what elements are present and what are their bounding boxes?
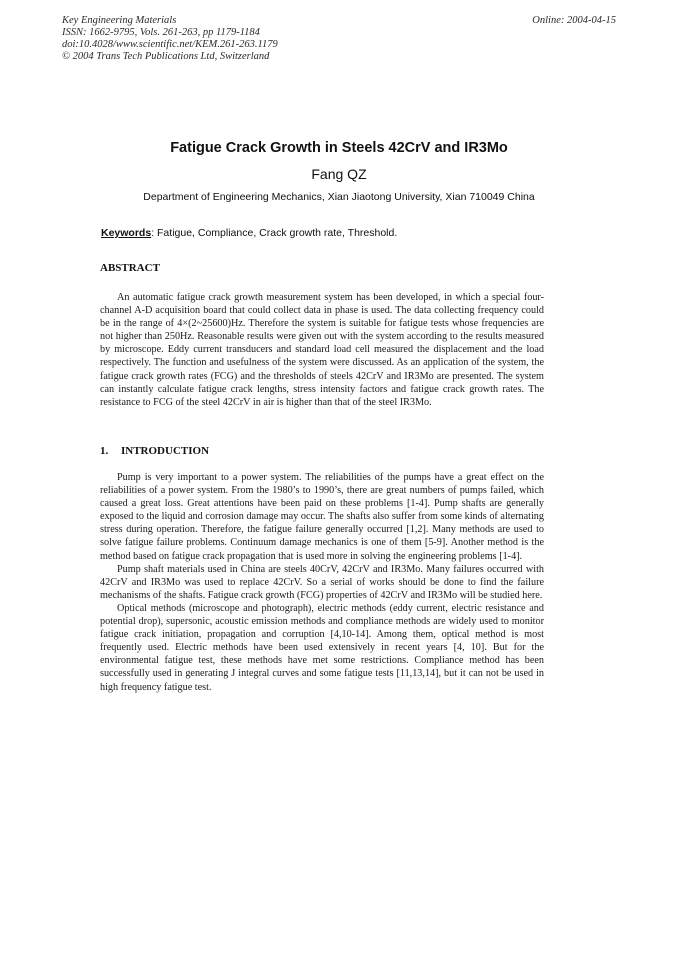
keywords-label: Keywords — [101, 227, 152, 239]
abstract-text: An automatic fatigue crack growth measurement system has been developed, in which a special four-channel A-D acquisition board that could collect data in phase is used. The data collecting frequency could be in the range of 4×(2~25600)Hz. Therefore the system is suitable for fatigue tests whose frequencies are not higher than 250Hz. Reasonable results were given out with the system according to the results measured by microscope. Eddy current transducers and standard load cell measured the displacement and the load respectively. The function and usefulness of the system were discussed. As an application of the system, the fatigue crack growth rates (FCG) and the thresholds of steels 42CrV and IR3Mo are presented. The system can instantly calculate fatigue crack lengths, stress intensity factors and fatigue crack growth rates. The resistance to FCG of the steel 42CrV in air is higher than that of the steel IR3Mo. — [100, 292, 544, 408]
keywords-line — [101, 227, 397, 239]
abstract-heading: ABSTRACT — [100, 262, 160, 274]
introduction-paragraph-2: Pump shaft materials used in China are steels 40CrV, 42CrV and IR3Mo. Many failures occurred with 42CrV and IR3Mo was used to replace 42CrV. So a serial of works should be done to find the failure mechanisms of the shafts. Fatigue crack growth (FCG) properties of 42CrV and IR3Mo will be studied here. — [100, 563, 544, 601]
section-title: INTRODUCTION — [121, 445, 210, 457]
paper-author: Fang QZ — [311, 166, 367, 182]
journal-header — [62, 15, 278, 63]
introduction-body — [100, 471, 544, 694]
journal-issn: ISSN: 1662-9795, Vols. 261-263, pp 1179-1184 — [62, 27, 260, 38]
journal-name: Key Engineering Materials — [62, 15, 177, 26]
journal-copyright: © 2004 Trans Tech Publications Ltd, Switzerland — [62, 51, 270, 62]
paper-title: Fatigue Crack Growth in Steels 42CrV and IR3Mo — [170, 140, 508, 156]
section-number: 1. — [100, 445, 109, 457]
author-affiliation: Department of Engineering Mechanics, Xian Jiaotong University, Xian 710049 China — [143, 191, 535, 203]
keywords-text: : Fatigue, Compliance, Crack growth rate, Threshold. — [151, 227, 398, 239]
introduction-paragraph-1: Pump is very important to a power system. The reliabilities of the pumps have a great effect on the reliabilities of a power system. From the 1980’s to 1990’s, there are great numbers of pumps failed, which caused a great loss. Great attentions have been paid on these problems [1-4]. Pump shafts are generally exposed to the liquid and corrosion damage may occur. The shafts also suffer from some kinds of alternating stress during operation. Therefore, the fatigue failure generally occurred [1,2]. Many methods are used to solve fatigue failure problems. Continuum damage mechanics is one of them [5-9]. Another method is the method based on fatigue crack propagation that is used more in solving the engineering problems [1-4]. — [100, 472, 544, 562]
journal-doi: doi:10.4028/www.scientific.net/KEM.261-263.1179 — [62, 39, 278, 50]
introduction-heading — [100, 445, 209, 457]
introduction-paragraph-3: Optical methods (microscope and photograph), electric methods (eddy current, electric resistance and potential drop), supersonic, acoustic emission methods and compliance methods are widely used to monitor fatigue crack initiation, propagation and corruption [4,10-14]. Among them, optical method is most frequently used. Electric methods have been used extensively in recent years [4, 10]. But for the environmental fatigue test, these methods have met some restrictions. Compliance method has been successfully used in generating J integral curves and some fatigue tests [11,13,14], but it can not be used in high frequency fatigue test. — [100, 602, 544, 693]
online-date: Online: 2004-04-15 — [532, 15, 616, 26]
